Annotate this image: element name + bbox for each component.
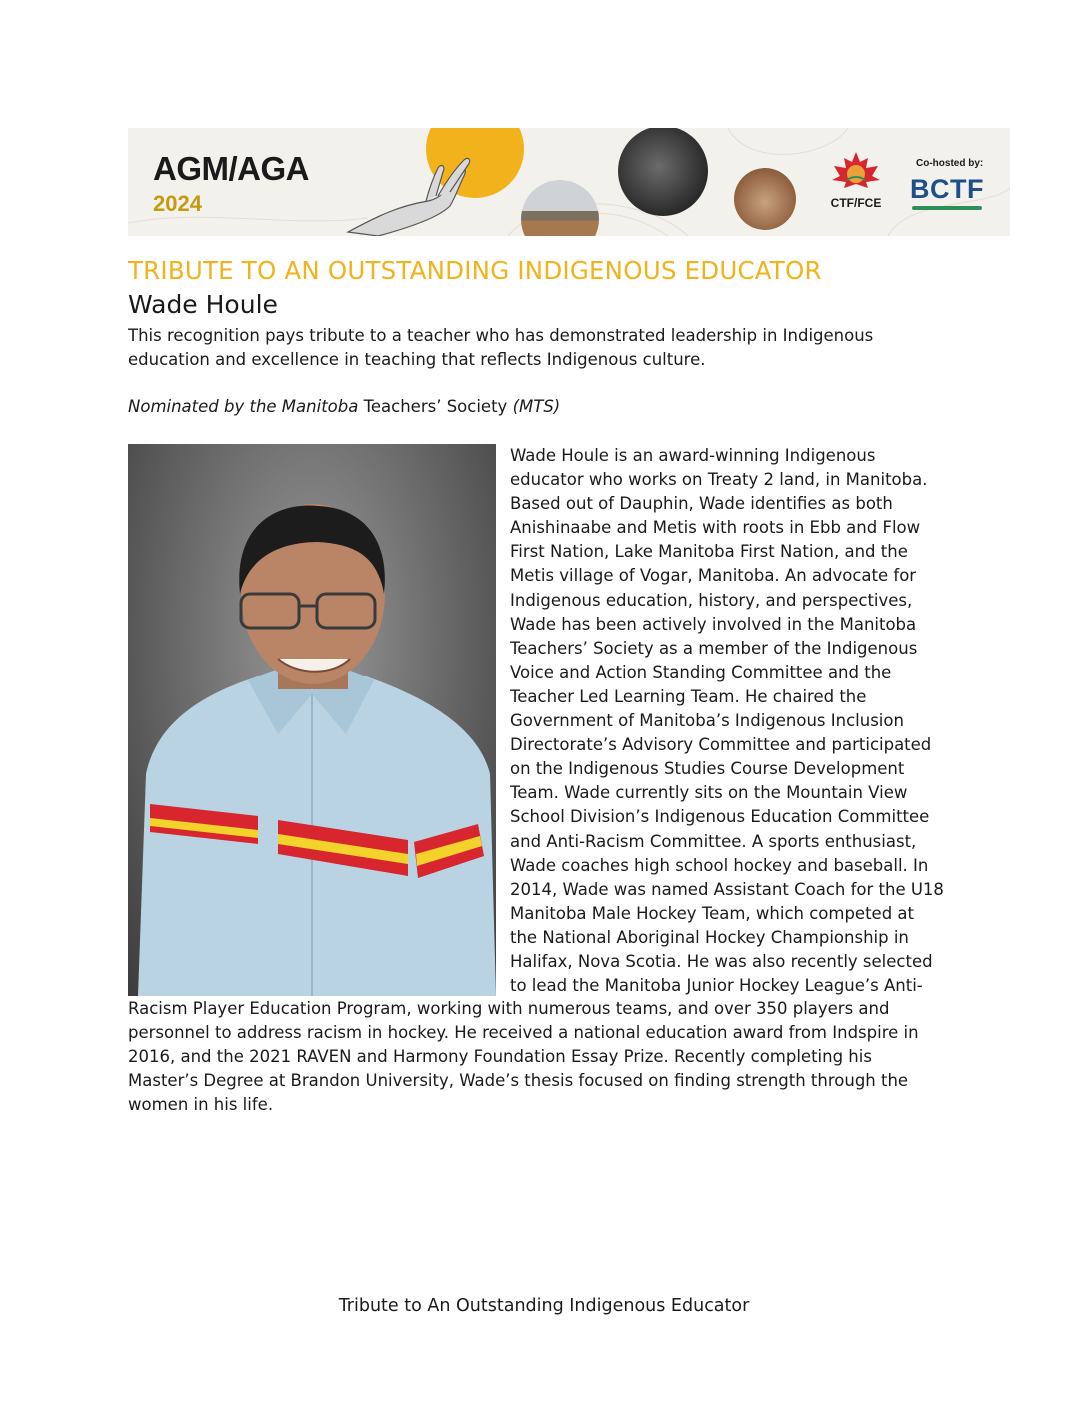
bio-line: Metis village of Vogar, Manitoba. An advocate for: [510, 566, 917, 586]
bio-line: on the Indigenous Studies Course Development: [510, 759, 905, 779]
bio-line: School Division’s Indigenous Education Committee: [510, 807, 930, 827]
hands-photo-circle: [734, 168, 796, 230]
bctf-logo: BCTF: [910, 174, 984, 204]
portrait-photo: [128, 444, 496, 996]
event-year: 2024: [153, 191, 202, 216]
bio-column-text: [510, 444, 970, 998]
nominated-abbr: (MTS): [512, 397, 561, 416]
ctf-logo: [823, 150, 889, 210]
bio-line: educator who works on Treaty 2 land, in Manitoba.: [510, 470, 928, 490]
bio-continued-text: [128, 997, 978, 1117]
bio-line: Voice and Action Standing Committee and the: [510, 662, 892, 682]
bio-line: Directorate’s Advisory Committee and participated: [510, 735, 932, 755]
rally-photo-circle: [618, 128, 708, 216]
bio-line: Anishinaabe and Metis with roots in Ebb and Flow: [510, 518, 921, 538]
nominated-italic: Nominated by the Manitoba: [128, 397, 359, 416]
bio-line: Wade coaches high school hockey and baseball. In: [510, 855, 929, 875]
portrait-illustration: [128, 444, 496, 996]
bio-line: Teacher Led Learning Team. He chaired the: [510, 686, 867, 706]
bio-line: 2014, Wade was named Assistant Coach for the U18: [510, 879, 944, 899]
bio-line: Based out of Dauphin, Wade identifies as both: [510, 494, 893, 514]
intro-paragraph: This recognition pays tribute to a teacher who has demonstrated leadership in Indigenous education and excellence in teaching that reflects Indigenous culture.: [128, 326, 874, 369]
bio-line: Master’s Degree at Brandon University, Wade’s thesis focused on finding strength through the: [128, 1071, 909, 1091]
bio-line: Racism Player Education Program, working with numerous teams, and over 350 players and: [128, 999, 890, 1018]
maple-leaf-icon: [828, 150, 884, 190]
bio-line: First Nation, Lake Manitoba First Nation, and the: [510, 542, 908, 562]
honoree-name: Wade Houle: [128, 290, 278, 319]
event-title: AGM/AGA: [153, 150, 309, 187]
bio-line: Government of Manitoba’s Indigenous Inclusion: [510, 711, 904, 731]
nominated-regular: Teachers’ Society: [358, 397, 513, 416]
bio-line: 2016, and the 2021 RAVEN and Harmony Foundation Essay Prize. Recently completing his: [128, 1047, 872, 1067]
cohost-label: Co-hosted by:: [916, 158, 984, 169]
hand-illustration: [338, 146, 478, 236]
page-title: TRIBUTE TO AN OUTSTANDING INDIGENOUS EDUCATOR: [128, 256, 822, 285]
page-footer: Tribute to An Outstanding Indigenous Educator: [338, 1296, 750, 1316]
ctf-label: CTF/FCE: [830, 196, 882, 210]
nominated-by: [128, 397, 560, 416]
bio-line: Indigenous education, history, and perspectives,: [510, 590, 913, 610]
bctf-underline: [912, 206, 982, 210]
bio-line: Manitoba Male Hockey Team, which competed at: [510, 903, 915, 923]
bio-line: and Anti-Racism Committee. A sports enthusiast,: [510, 831, 917, 851]
bio-line: Wade has been actively involved in the Manitoba: [510, 614, 917, 634]
bio-line: Halifax, Nova Scotia. He was also recently selected: [510, 951, 933, 971]
bio-line: the National Aboriginal Hockey Championship in: [510, 927, 909, 947]
bio-line: Wade Houle is an award-winning Indigenous: [510, 446, 876, 465]
bio-line: women in his life.: [128, 1095, 274, 1115]
bio-line: personnel to address racism in hockey. He received a national education award from Indspire in: [128, 1023, 919, 1043]
bio-line: to lead the Manitoba Junior Hockey League’s Anti-: [510, 976, 923, 996]
bio-line: Teachers’ Society as a member of the Indigenous: [510, 638, 918, 658]
event-banner: [128, 128, 1010, 236]
bio-line: Team. Wade currently sits on the Mountain View: [510, 783, 908, 803]
